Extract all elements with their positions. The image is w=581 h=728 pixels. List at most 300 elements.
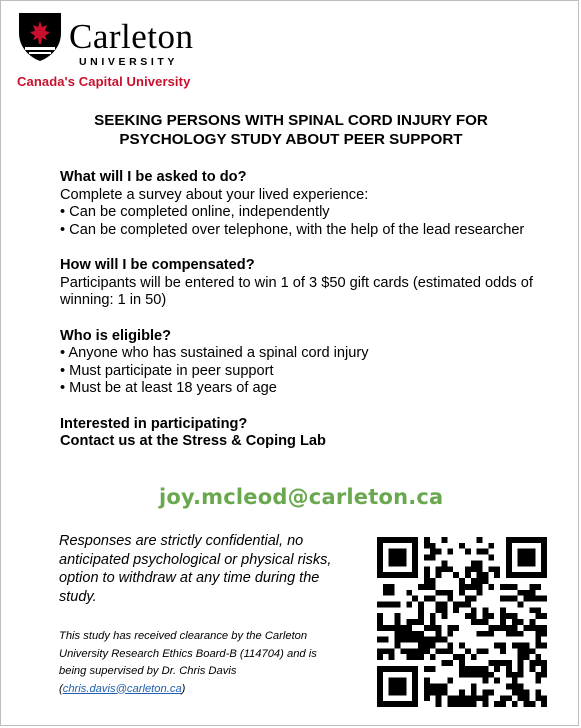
qr-module	[412, 678, 418, 684]
qr-module	[471, 689, 477, 695]
qr-module	[494, 643, 500, 649]
qr-module	[483, 613, 489, 619]
qr-module	[430, 637, 436, 643]
qr-module	[506, 672, 512, 678]
qr-module	[494, 625, 500, 631]
qr-module	[488, 660, 494, 666]
qr-module	[483, 648, 489, 654]
qr-module	[535, 689, 541, 695]
carleton-shield-icon	[17, 11, 63, 63]
ethics-text: This study has received clearance by the Carleton University Research Ethics Board-B (114704) and is being supervised by Dr. Chris Davis (	[59, 630, 317, 695]
qr-module	[535, 584, 541, 590]
qr-module	[459, 590, 465, 596]
qr-module	[395, 572, 401, 578]
qr-module	[529, 590, 535, 596]
qr-module	[400, 678, 406, 684]
qr-module	[477, 631, 483, 637]
qr-module	[483, 689, 489, 695]
qr-module	[412, 572, 418, 578]
qr-module	[471, 613, 477, 619]
title-line-2: PSYCHOLOGY STUDY ABOUT PEER SUPPORT	[119, 131, 463, 148]
qr-module	[541, 572, 547, 578]
qr-module	[424, 537, 430, 543]
qr-module	[535, 637, 541, 643]
qr-module	[430, 549, 436, 555]
qr-module	[541, 666, 547, 672]
carleton-logo	[17, 11, 217, 91]
qr-module	[389, 684, 395, 690]
qr-module	[535, 607, 541, 613]
qr-module	[424, 648, 430, 654]
qr-module	[424, 678, 430, 684]
qr-module	[459, 701, 465, 707]
qr-module	[535, 613, 541, 619]
qr-module	[412, 637, 418, 643]
qr-module	[535, 596, 541, 602]
qr-module	[471, 578, 477, 584]
qr-module	[483, 607, 489, 613]
qr-module	[441, 637, 447, 643]
qr-module	[465, 695, 471, 701]
qr-module	[412, 701, 418, 707]
qr-module	[500, 613, 506, 619]
eligibility-item: • Anyone who has sustained a spinal cord injury	[60, 345, 369, 361]
qr-module	[395, 666, 401, 672]
qr-module	[518, 601, 524, 607]
asked-item: • Can be completed online, independently	[60, 204, 330, 220]
qr-module	[406, 619, 412, 625]
qr-module	[477, 560, 483, 566]
qr-module	[389, 572, 395, 578]
qr-module	[400, 631, 406, 637]
qr-module	[424, 578, 430, 584]
qr-module	[512, 643, 518, 649]
qr-module	[447, 648, 453, 654]
qr-module	[377, 555, 383, 561]
qr-module	[471, 566, 477, 572]
qr-module	[483, 678, 489, 684]
qr-module	[529, 701, 535, 707]
qr-module	[524, 590, 530, 596]
qr-module	[377, 601, 383, 607]
qr-module	[395, 643, 401, 649]
qr-module	[483, 701, 489, 707]
qr-module	[524, 596, 530, 602]
qr-module	[518, 619, 524, 625]
qr-module	[524, 625, 530, 631]
qr-module	[406, 572, 412, 578]
qr-module	[441, 648, 447, 654]
qr-module	[506, 660, 512, 666]
qr-module	[412, 631, 418, 637]
qr-module	[512, 625, 518, 631]
qr-module	[430, 625, 436, 631]
qr-module	[477, 549, 483, 555]
qr-module	[412, 549, 418, 555]
qr-module	[389, 555, 395, 561]
qr-module	[529, 625, 535, 631]
qr-module	[424, 584, 430, 590]
qr-module	[524, 701, 530, 707]
qr-module	[535, 643, 541, 649]
qr-module	[477, 666, 483, 672]
qr-module	[418, 643, 424, 649]
qr-module	[418, 631, 424, 637]
qr-module	[518, 643, 524, 649]
qr-code-icon[interactable]	[377, 537, 547, 707]
qr-module	[488, 672, 494, 678]
qr-module	[377, 654, 383, 660]
qr-module	[424, 643, 430, 649]
logo-wordmark: Carleton	[69, 17, 194, 56]
qr-module	[412, 555, 418, 561]
qr-module	[400, 537, 406, 543]
section-heading-asked: What will I be asked to do?	[60, 169, 247, 185]
qr-module	[494, 572, 500, 578]
section-heading-eligible: Who is eligible?	[60, 327, 172, 344]
qr-module	[506, 666, 512, 672]
qr-module	[500, 643, 506, 649]
qr-module	[418, 601, 424, 607]
qr-module	[424, 684, 430, 690]
qr-module	[459, 654, 465, 660]
qr-module	[529, 607, 535, 613]
qr-module	[430, 613, 436, 619]
qr-module	[377, 560, 383, 566]
qr-module	[541, 566, 547, 572]
qr-module	[453, 572, 459, 578]
qr-module	[488, 584, 494, 590]
qr-module	[389, 549, 395, 555]
qr-module	[447, 549, 453, 555]
qr-module	[389, 537, 395, 543]
qr-module	[541, 643, 547, 649]
qr-module	[412, 543, 418, 549]
qr-module	[377, 619, 383, 625]
qr-module	[441, 613, 447, 619]
qr-module	[506, 549, 512, 555]
qr-module	[436, 590, 442, 596]
compensation-text: Participants will be entered to win 1 of 3 $50 gift cards (estimated odds of winning: 1 in 50)	[60, 274, 533, 308]
qr-module	[541, 625, 547, 631]
qr-module	[383, 648, 389, 654]
qr-module	[518, 666, 524, 672]
qr-module	[471, 584, 477, 590]
qr-module	[412, 560, 418, 566]
logo-university: UNIVERSITY	[79, 56, 179, 68]
qr-module	[389, 560, 395, 566]
qr-module	[477, 619, 483, 625]
qr-module	[441, 560, 447, 566]
qr-module	[535, 695, 541, 701]
qr-module	[447, 566, 453, 572]
qr-module	[506, 613, 512, 619]
qr-module	[395, 613, 401, 619]
qr-module	[465, 666, 471, 672]
qr-module	[441, 607, 447, 613]
qr-module	[377, 695, 383, 701]
qr-module	[453, 701, 459, 707]
qr-module	[424, 572, 430, 578]
qr-module	[447, 701, 453, 707]
qr-module	[512, 613, 518, 619]
qr-module	[465, 549, 471, 555]
qr-module	[430, 666, 436, 672]
qr-module	[383, 537, 389, 543]
qr-module	[512, 572, 518, 578]
qr-module	[488, 566, 494, 572]
qr-module	[436, 601, 442, 607]
qr-module	[406, 701, 412, 707]
qr-module	[377, 684, 383, 690]
qr-module	[518, 689, 524, 695]
qr-module	[524, 689, 530, 695]
contact-email-link[interactable]: joy.mcleod@carleton.ca	[159, 485, 444, 509]
qr-module	[441, 537, 447, 543]
supervisor-email-link[interactable]: chris.davis@carleton.ca	[62, 682, 182, 695]
qr-module	[483, 631, 489, 637]
qr-module	[436, 566, 442, 572]
qr-module	[500, 596, 506, 602]
qr-module	[453, 695, 459, 701]
qr-module	[441, 684, 447, 690]
qr-module	[412, 596, 418, 602]
qr-module	[395, 555, 401, 561]
qr-module	[529, 660, 535, 666]
qr-module	[529, 666, 535, 672]
qr-module	[506, 631, 512, 637]
qr-module	[389, 584, 395, 590]
qr-module	[541, 672, 547, 678]
qr-module	[535, 572, 541, 578]
qr-module	[477, 537, 483, 543]
qr-module	[483, 672, 489, 678]
qr-module	[377, 666, 383, 672]
qr-module	[541, 660, 547, 666]
qr-module	[377, 648, 383, 654]
qr-module	[447, 678, 453, 684]
qr-module	[465, 648, 471, 654]
qr-module	[477, 590, 483, 596]
qr-module	[400, 549, 406, 555]
qr-module	[483, 578, 489, 584]
qr-module	[518, 660, 524, 666]
qr-module	[465, 572, 471, 578]
qr-module	[471, 607, 477, 613]
qr-module	[477, 672, 483, 678]
qr-module	[529, 648, 535, 654]
qr-module	[459, 601, 465, 607]
qr-module	[406, 654, 412, 660]
qr-module	[465, 701, 471, 707]
qr-module	[412, 684, 418, 690]
qr-module	[395, 625, 401, 631]
qr-module	[465, 601, 471, 607]
qr-module	[441, 689, 447, 695]
qr-module	[400, 689, 406, 695]
contact-line-2: Contact us at the Stress & Coping Lab	[60, 433, 326, 449]
qr-module	[483, 549, 489, 555]
qr-module	[377, 678, 383, 684]
qr-module	[506, 543, 512, 549]
qr-module	[518, 648, 524, 654]
qr-module	[418, 619, 424, 625]
qr-module	[430, 654, 436, 660]
qr-module	[500, 648, 506, 654]
qr-module	[453, 654, 459, 660]
qr-module	[512, 619, 518, 625]
qr-module	[477, 695, 483, 701]
qr-module	[383, 625, 389, 631]
qr-module	[541, 701, 547, 707]
qr-module	[529, 555, 535, 561]
ethics-close: )	[181, 682, 186, 695]
qr-module	[506, 695, 512, 701]
qr-module	[453, 607, 459, 613]
qr-module	[494, 666, 500, 672]
qr-module	[524, 643, 530, 649]
qr-module	[518, 672, 524, 678]
qr-module	[412, 666, 418, 672]
qr-module	[395, 601, 401, 607]
qr-module	[477, 648, 483, 654]
qr-module	[453, 625, 459, 631]
section-heading-compensated: How will I be compensated?	[60, 257, 255, 273]
qr-module	[459, 643, 465, 649]
qr-module	[424, 637, 430, 643]
qr-module	[471, 672, 477, 678]
qr-module	[541, 537, 547, 543]
qr-module	[389, 654, 395, 660]
qr-module	[418, 648, 424, 654]
qr-module	[447, 631, 453, 637]
logo-tagline: Canada's Capital University	[17, 74, 191, 89]
qr-module	[441, 590, 447, 596]
qr-module	[436, 607, 442, 613]
qr-module	[512, 631, 518, 637]
qr-module	[389, 648, 395, 654]
qr-module	[400, 684, 406, 690]
qr-module	[389, 625, 395, 631]
qr-module	[436, 684, 442, 690]
qr-module	[518, 654, 524, 660]
qr-module	[406, 625, 412, 631]
qr-module	[383, 701, 389, 707]
qr-module	[424, 695, 430, 701]
qr-module	[471, 619, 477, 625]
page-title	[31, 111, 551, 149]
qr-module	[471, 666, 477, 672]
qr-module	[477, 572, 483, 578]
qr-module	[471, 596, 477, 602]
qr-module	[471, 684, 477, 690]
qr-module	[436, 689, 442, 695]
qr-module	[406, 666, 412, 672]
qr-module	[471, 560, 477, 566]
qr-module	[424, 555, 430, 561]
qr-module	[412, 689, 418, 695]
qr-module	[529, 619, 535, 625]
qr-module	[383, 572, 389, 578]
qr-module	[412, 537, 418, 543]
qr-module	[518, 695, 524, 701]
qr-module	[412, 648, 418, 654]
qr-module	[494, 660, 500, 666]
qr-module	[535, 678, 541, 684]
qr-module	[512, 537, 518, 543]
qr-module	[483, 572, 489, 578]
qr-module	[506, 537, 512, 543]
qr-module	[506, 596, 512, 602]
qr-module	[524, 572, 530, 578]
qr-module	[488, 625, 494, 631]
qr-module	[524, 555, 530, 561]
qr-module	[529, 537, 535, 543]
qr-module	[389, 590, 395, 596]
qr-module	[436, 631, 442, 637]
qr-module	[447, 596, 453, 602]
qr-module	[529, 560, 535, 566]
qr-module	[400, 555, 406, 561]
qr-module	[477, 578, 483, 584]
study-details	[60, 169, 550, 451]
qr-module	[506, 572, 512, 578]
asked-item: • Can be completed over telephone, with the help of the lead researcher	[60, 221, 525, 238]
qr-module	[447, 643, 453, 649]
qr-module	[400, 572, 406, 578]
qr-module	[518, 572, 524, 578]
qr-module	[436, 625, 442, 631]
qr-module	[506, 625, 512, 631]
qr-module	[494, 701, 500, 707]
qr-module	[377, 543, 383, 549]
qr-module	[471, 695, 477, 701]
qr-module	[447, 590, 453, 596]
eligibility-item: • Must participate in peer support	[60, 362, 274, 379]
qr-module	[395, 689, 401, 695]
qr-module	[383, 637, 389, 643]
qr-module	[400, 637, 406, 643]
qr-module	[441, 660, 447, 666]
qr-module	[488, 631, 494, 637]
qr-module	[400, 666, 406, 672]
qr-module	[430, 684, 436, 690]
qr-module	[430, 555, 436, 561]
qr-module	[500, 695, 506, 701]
qr-module	[541, 543, 547, 549]
qr-module	[541, 631, 547, 637]
qr-module	[383, 666, 389, 672]
qr-module	[459, 543, 465, 549]
qr-module	[518, 537, 524, 543]
qr-module	[541, 613, 547, 619]
qr-module	[389, 601, 395, 607]
qr-module	[377, 613, 383, 619]
qr-module	[500, 660, 506, 666]
qr-module	[377, 637, 383, 643]
qr-module	[395, 701, 401, 707]
qr-module	[395, 560, 401, 566]
qr-module	[488, 613, 494, 619]
qr-module	[377, 672, 383, 678]
qr-module	[500, 625, 506, 631]
qr-module	[500, 607, 506, 613]
qr-module	[529, 584, 535, 590]
confidentiality-note: Responses are strictly confidential, no anticipated psychological or physical risks, option to withdraw at any time during the study.	[59, 533, 332, 605]
qr-module	[535, 537, 541, 543]
qr-module	[424, 543, 430, 549]
qr-module	[436, 572, 442, 578]
